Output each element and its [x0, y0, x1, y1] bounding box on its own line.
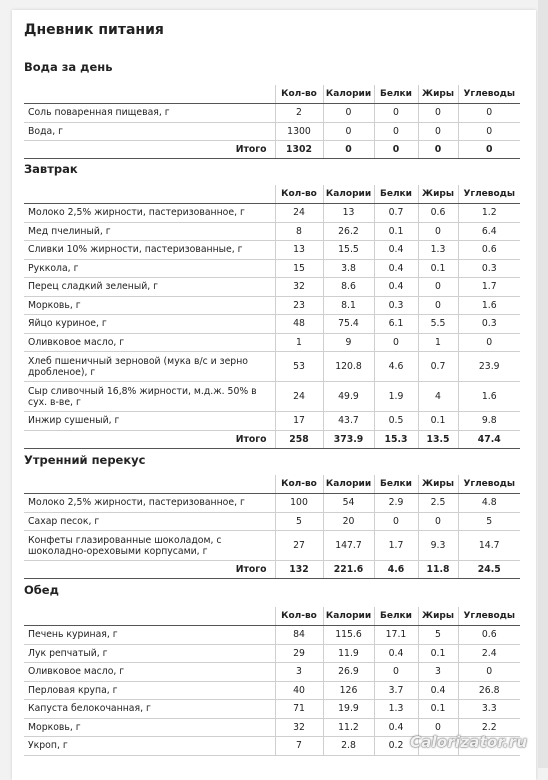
- table-row: [24, 531, 520, 561]
- fat-cell: 9.3: [418, 531, 458, 561]
- food-name: Сливки 10% жирности, пастеризованные, г: [24, 241, 275, 260]
- carbs-cell: 1.6: [458, 382, 520, 412]
- header-fat: Жиры: [418, 475, 458, 494]
- header-calories: Калории: [323, 185, 374, 204]
- total-qty-cell: 258: [275, 430, 323, 448]
- rows: [24, 494, 520, 579]
- protein-cell: 0: [374, 663, 418, 682]
- header-calories: Калории: [323, 475, 374, 494]
- fat-cell: 0: [418, 278, 458, 297]
- calories-cell: 147.7: [323, 531, 374, 561]
- qty-cell: 13: [275, 241, 323, 260]
- carbs-cell: 6.4: [458, 222, 520, 241]
- qty-cell: 3: [275, 663, 323, 682]
- food-name: Руккола, г: [24, 259, 275, 278]
- carbs-cell: 4.8: [458, 494, 520, 513]
- carbs-cell: 2.4: [458, 644, 520, 663]
- food-name: Яйцо куриное, г: [24, 315, 275, 334]
- total-qty-cell: 132: [275, 561, 323, 579]
- qty-cell: 7: [275, 737, 323, 756]
- fat-cell: 1.3: [418, 241, 458, 260]
- total-label: Итого: [24, 141, 275, 159]
- table-water: [24, 85, 520, 159]
- protein-cell: 0.5: [374, 412, 418, 431]
- header-qty: Кол-во: [275, 185, 323, 204]
- fat-cell: 0.4: [418, 681, 458, 700]
- protein-cell: 0.4: [374, 259, 418, 278]
- protein-cell: 0: [374, 512, 418, 531]
- table-row: [24, 512, 520, 531]
- fat-cell: 4: [418, 382, 458, 412]
- total-protein-cell: 0: [374, 141, 418, 159]
- fat-cell: 0.1: [418, 412, 458, 431]
- calories-cell: 120.8: [323, 352, 374, 382]
- table-row: [24, 315, 520, 334]
- food-name: Молоко 2,5% жирности, пастеризованное, г: [24, 494, 275, 513]
- table-row: [24, 259, 520, 278]
- carbs-cell: 5: [458, 512, 520, 531]
- table-row: [24, 278, 520, 297]
- food-name: Перловая крупа, г: [24, 681, 275, 700]
- header-protein: Белки: [374, 85, 418, 104]
- protein-cell: 0.3: [374, 296, 418, 315]
- header-calories: Калории: [323, 85, 374, 104]
- total-carbs-cell: 0: [458, 141, 520, 159]
- fat-cell: 5.5: [418, 315, 458, 334]
- qty-cell: 48: [275, 315, 323, 334]
- total-row: [24, 430, 520, 448]
- qty-cell: 32: [275, 718, 323, 737]
- protein-cell: 0: [374, 104, 418, 123]
- calories-cell: 0: [323, 104, 374, 123]
- header-fat: Жиры: [418, 85, 458, 104]
- food-name: Капуста белокочанная, г: [24, 700, 275, 719]
- fat-cell: 1: [418, 333, 458, 352]
- table-row: [24, 644, 520, 663]
- carbs-cell: 0.6: [458, 626, 520, 645]
- protein-cell: 1.7: [374, 531, 418, 561]
- header-carbs: Углеводы: [458, 607, 520, 626]
- food-name: Соль поваренная пищевая, г: [24, 104, 275, 123]
- header-qty: Кол-во: [275, 475, 323, 494]
- table-row: [24, 352, 520, 382]
- carbs-cell: 26.8: [458, 681, 520, 700]
- qty-cell: 15: [275, 259, 323, 278]
- calories-cell: 8.6: [323, 278, 374, 297]
- carbs-cell: 1.6: [458, 296, 520, 315]
- food-name: Лук репчатый, г: [24, 644, 275, 663]
- carbs-cell: 0.3: [458, 315, 520, 334]
- qty-cell: 8: [275, 222, 323, 241]
- calories-cell: 75.4: [323, 315, 374, 334]
- carbs-cell: 0: [458, 333, 520, 352]
- table-row: [24, 333, 520, 352]
- qty-cell: 1: [275, 333, 323, 352]
- calories-cell: 49.9: [323, 382, 374, 412]
- qty-cell: 1300: [275, 122, 323, 141]
- fat-cell: 0: [418, 122, 458, 141]
- fat-cell: 0: [418, 296, 458, 315]
- fat-cell: 0: [418, 718, 458, 737]
- table-row: [24, 700, 520, 719]
- section-title-water: Вода за день: [24, 60, 113, 74]
- calories-cell: 19.9: [323, 700, 374, 719]
- header-calories: Калории: [323, 607, 374, 626]
- total-calories-cell: 373.9: [323, 430, 374, 448]
- protein-cell: 0.4: [374, 241, 418, 260]
- table-row: [24, 681, 520, 700]
- header-name: [24, 85, 275, 104]
- header-carbs: Углеводы: [458, 85, 520, 104]
- protein-cell: 0.4: [374, 278, 418, 297]
- qty-cell: 24: [275, 204, 323, 223]
- table-breakfast: [24, 185, 520, 449]
- carbs-cell: 0.3: [458, 259, 520, 278]
- total-label: Итого: [24, 430, 275, 448]
- carbs-cell: 23.9: [458, 352, 520, 382]
- protein-cell: 0.2: [374, 737, 418, 756]
- carbs-cell: 0: [458, 663, 520, 682]
- total-label: Итого: [24, 561, 275, 579]
- section-title-lunch: Обед: [24, 583, 59, 597]
- watermark-logo: Calorizator.ru: [410, 733, 528, 751]
- table-row: [24, 412, 520, 431]
- qty-cell: 17: [275, 412, 323, 431]
- fat-cell: 3: [418, 663, 458, 682]
- food-name: Сыр сливочный 16,8% жирности, м.д.ж. 50% в сух. в-ве, г: [24, 382, 275, 412]
- food-name: Молоко 2,5% жирности, пастеризованное, г: [24, 204, 275, 223]
- total-protein-cell: 15.3: [374, 430, 418, 448]
- calories-cell: 26.9: [323, 663, 374, 682]
- qty-cell: 100: [275, 494, 323, 513]
- table-row: [24, 222, 520, 241]
- carbs-cell: 2.2: [458, 718, 520, 737]
- fat-cell: 0: [418, 104, 458, 123]
- calories-cell: 11.2: [323, 718, 374, 737]
- calories-cell: 54: [323, 494, 374, 513]
- protein-cell: 3.7: [374, 681, 418, 700]
- header-fat: Жиры: [418, 185, 458, 204]
- total-row: [24, 141, 520, 159]
- qty-cell: 40: [275, 681, 323, 700]
- qty-cell: 23: [275, 296, 323, 315]
- calories-cell: 126: [323, 681, 374, 700]
- food-name: Оливковое масло, г: [24, 663, 275, 682]
- calories-cell: 13: [323, 204, 374, 223]
- calories-cell: 115.6: [323, 626, 374, 645]
- header-name: [24, 475, 275, 494]
- total-protein-cell: 4.6: [374, 561, 418, 579]
- total-calories-cell: 221.6: [323, 561, 374, 579]
- header-carbs: Углеводы: [458, 475, 520, 494]
- total-row: [24, 561, 520, 579]
- qty-cell: 24: [275, 382, 323, 412]
- carbs-cell: 1.7: [458, 278, 520, 297]
- header-qty: Кол-во: [275, 607, 323, 626]
- carbs-cell: 0: [458, 122, 520, 141]
- total-carbs-cell: 47.4: [458, 430, 520, 448]
- fat-cell: 0.1: [418, 700, 458, 719]
- food-name: Морковь, г: [24, 296, 275, 315]
- total-qty-cell: 1302: [275, 141, 323, 159]
- protein-cell: 17.1: [374, 626, 418, 645]
- header-fat: Жиры: [418, 607, 458, 626]
- food-name: Оливковое масло, г: [24, 333, 275, 352]
- food-name: Морковь, г: [24, 718, 275, 737]
- header-protein: Белки: [374, 607, 418, 626]
- header-protein: Белки: [374, 475, 418, 494]
- table-row: [24, 241, 520, 260]
- food-name: Перец сладкий зеленый, г: [24, 278, 275, 297]
- calories-cell: 8.1: [323, 296, 374, 315]
- carbs-cell: 1.2: [458, 204, 520, 223]
- table-row: [24, 122, 520, 141]
- food-name: Вода, г: [24, 122, 275, 141]
- header-qty: Кол-во: [275, 85, 323, 104]
- qty-cell: 84: [275, 626, 323, 645]
- food-name: Хлеб пшеничный зерновой (мука в/с и зерно дробленое), г: [24, 352, 275, 382]
- calories-cell: 3.8: [323, 259, 374, 278]
- qty-cell: 32: [275, 278, 323, 297]
- calories-cell: 43.7: [323, 412, 374, 431]
- carbs-cell: 0: [458, 104, 520, 123]
- table-snack: [24, 475, 520, 579]
- calories-cell: 15.5: [323, 241, 374, 260]
- header-carbs: Углеводы: [458, 185, 520, 204]
- fat-cell: 5: [418, 626, 458, 645]
- protein-cell: 0.4: [374, 718, 418, 737]
- page-edge: [538, 0, 548, 768]
- carbs-cell: 0.6: [458, 241, 520, 260]
- qty-cell: 53: [275, 352, 323, 382]
- fat-cell: 0.1: [418, 644, 458, 663]
- protein-cell: 4.6: [374, 352, 418, 382]
- calories-cell: 9: [323, 333, 374, 352]
- fat-cell: 2.5: [418, 494, 458, 513]
- total-fat-cell: 11.8: [418, 561, 458, 579]
- calories-cell: 11.9: [323, 644, 374, 663]
- table-row: [24, 663, 520, 682]
- table-row: [24, 494, 520, 513]
- table-row: [24, 382, 520, 412]
- section-title-breakfast: Завтрак: [24, 162, 78, 176]
- header-name: [24, 607, 275, 626]
- carbs-cell: 14.7: [458, 531, 520, 561]
- calories-cell: 0: [323, 122, 374, 141]
- protein-cell: 0.4: [374, 644, 418, 663]
- carbs-cell: 9.8: [458, 412, 520, 431]
- total-calories-cell: 0: [323, 141, 374, 159]
- food-name: Сахар песок, г: [24, 512, 275, 531]
- protein-cell: 2.9: [374, 494, 418, 513]
- table-row: [24, 296, 520, 315]
- table-row: [24, 104, 520, 123]
- fat-cell: 0.7: [418, 352, 458, 382]
- protein-cell: 0: [374, 333, 418, 352]
- section-title-snack: Утренний перекус: [24, 453, 146, 467]
- qty-cell: 29: [275, 644, 323, 663]
- qty-cell: 2: [275, 104, 323, 123]
- header-protein: Белки: [374, 185, 418, 204]
- rows: [24, 204, 520, 449]
- food-name: Инжир сушеный, г: [24, 412, 275, 431]
- fat-cell: 0.6: [418, 204, 458, 223]
- protein-cell: 1.3: [374, 700, 418, 719]
- qty-cell: 27: [275, 531, 323, 561]
- rows: [24, 104, 520, 159]
- protein-cell: 1.9: [374, 382, 418, 412]
- protein-cell: 0: [374, 122, 418, 141]
- food-name: Конфеты глазированные шоколадом, с шоколадно-ореховыми корпусами, г: [24, 531, 275, 561]
- calories-cell: 20: [323, 512, 374, 531]
- protein-cell: 6.1: [374, 315, 418, 334]
- protein-cell: 0.1: [374, 222, 418, 241]
- fat-cell: 0: [418, 222, 458, 241]
- food-name: Укроп, г: [24, 737, 275, 756]
- total-carbs-cell: 24.5: [458, 561, 520, 579]
- total-fat-cell: 13.5: [418, 430, 458, 448]
- fat-cell: 0: [418, 512, 458, 531]
- table-row: [24, 204, 520, 223]
- carbs-cell: 3.3: [458, 700, 520, 719]
- table-row: [24, 626, 520, 645]
- food-name: Мед пчелиный, г: [24, 222, 275, 241]
- protein-cell: 0.7: [374, 204, 418, 223]
- qty-cell: 5: [275, 512, 323, 531]
- fat-cell: 0.1: [418, 259, 458, 278]
- page-title: Дневник питания: [24, 22, 164, 38]
- calories-cell: 26.2: [323, 222, 374, 241]
- header-name: [24, 185, 275, 204]
- food-name: Печень куриная, г: [24, 626, 275, 645]
- qty-cell: 71: [275, 700, 323, 719]
- total-fat-cell: 0: [418, 141, 458, 159]
- calories-cell: 2.8: [323, 737, 374, 756]
